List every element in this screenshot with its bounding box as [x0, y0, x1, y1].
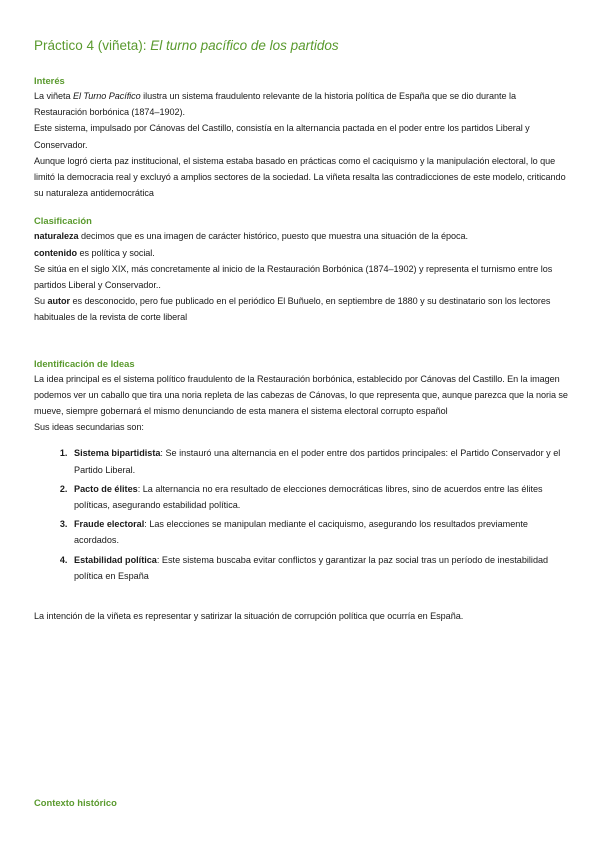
idea-text: : Este sistema buscaba evitar conflictos y garantizar la paz social tras un período de inestabilidad política en España [74, 554, 549, 581]
list-item [70, 516, 570, 548]
page-title [34, 38, 570, 53]
text-autor-prefix: Su [34, 296, 48, 307]
list-item [70, 445, 570, 477]
interes-p1-a: La viñeta [34, 91, 73, 101]
interes-paragraph-2: Este sistema, impulsado por Cánovas del Castillo, consistía en la alternancia pactada en el poder entre los partidos Liberal y Conservador. [34, 123, 530, 150]
idea-text: : Se instauró una alternancia en el poder entre dos partidos principales: el Partido Conservador y el Partido Liberal. [74, 448, 561, 475]
list-item [70, 481, 570, 513]
list-item [70, 552, 570, 584]
text-contenido: es política y social. [77, 247, 155, 258]
idea-term: Estabilidad política [74, 554, 157, 565]
section-interes [34, 75, 570, 201]
idea-text: : La alternancia no era resultado de elecciones democráticas libres, sino de acuerdos entre las élites políticas, asegurando estabilidad política. [74, 483, 543, 511]
heading-contexto: Contexto histórico [34, 797, 117, 808]
clasificacion-contenido [34, 245, 570, 261]
text-autor: es desconocido, pero fue publicado en el periódico El Buñuelo, en septiembre de 1880 y su destinatario son los lectores habituales de la revista de corte liberal [34, 296, 551, 323]
label-autor: autor [47, 296, 70, 307]
ideas-secondary-intro: Sus ideas secundarias son: [34, 422, 144, 433]
heading-ideas: Identificación de Ideas [34, 357, 135, 369]
interes-p1-italic: El Turno Pacífico [72, 91, 141, 101]
title-italic: El turno pacífico de los partidos [150, 38, 339, 53]
clasificacion-autor [34, 293, 570, 325]
label-naturaleza: naturaleza [34, 231, 79, 242]
clasificacion-naturaleza [34, 228, 570, 244]
section-ideas [34, 358, 570, 625]
idea-term: Sistema bipartidista [74, 448, 161, 459]
title-prefix: Práctico 4 (viñeta): [34, 38, 151, 53]
ideas-intention: La intención de la viñeta es representar y satirizar la situación de corrupción política que ocurría en España. [34, 611, 464, 622]
heading-clasificacion: Clasificación [34, 215, 92, 227]
interes-paragraph-3: Aunque logró cierta paz institucional, el sistema estaba basado en prácticas como el caciquismo y la manipulación electoral, lo que limitó la democracia real y excluyó a amplios sectores de la sociedad. La viñeta resalta las contradicciones de este modelo, criticando su naturaleza antidemocrática [34, 155, 566, 199]
clasificacion-situacion: Se sitúa en el siglo XIX, más concretamente al inicio de la Restauración Borbónica (1874–1902) y representa el turnismo entre los partidos Liberal y Conservador.. [34, 263, 553, 291]
label-contenido: contenido [34, 247, 77, 258]
ideas-list [34, 445, 570, 584]
heading-interes: Interés [34, 75, 65, 86]
interes-p1-b: ilustra un sistema fraudulento relevante de la historia política de España que se dio durante la Restauración borbónica (1874–1902). [34, 91, 516, 118]
text-naturaleza: decimos que es una imagen de carácter histórico, puesto que muestra una situación de la época. [78, 231, 469, 242]
idea-term: Fraude electoral [74, 519, 145, 530]
ideas-main: La idea principal es el sistema político fraudulento de la Restauración borbónica, establecido por Cánovas del Castillo. En la imagen podemos ver un caballo que tira una noria repleta de las cabezas de Cánovas, lo que representa que, aunque parezca que la noria se mueve, siempre gobernará el mismo denunciando de esta manera el sistema electoral corrupto español [34, 373, 568, 417]
idea-term: Pacto de élites [74, 483, 138, 494]
idea-text: : Las elecciones se manipulan mediante el caciquismo, asegurando los resultados previamente acordados. [74, 519, 528, 546]
section-clasificacion [34, 215, 570, 325]
interes-paragraph-1 [34, 88, 570, 120]
